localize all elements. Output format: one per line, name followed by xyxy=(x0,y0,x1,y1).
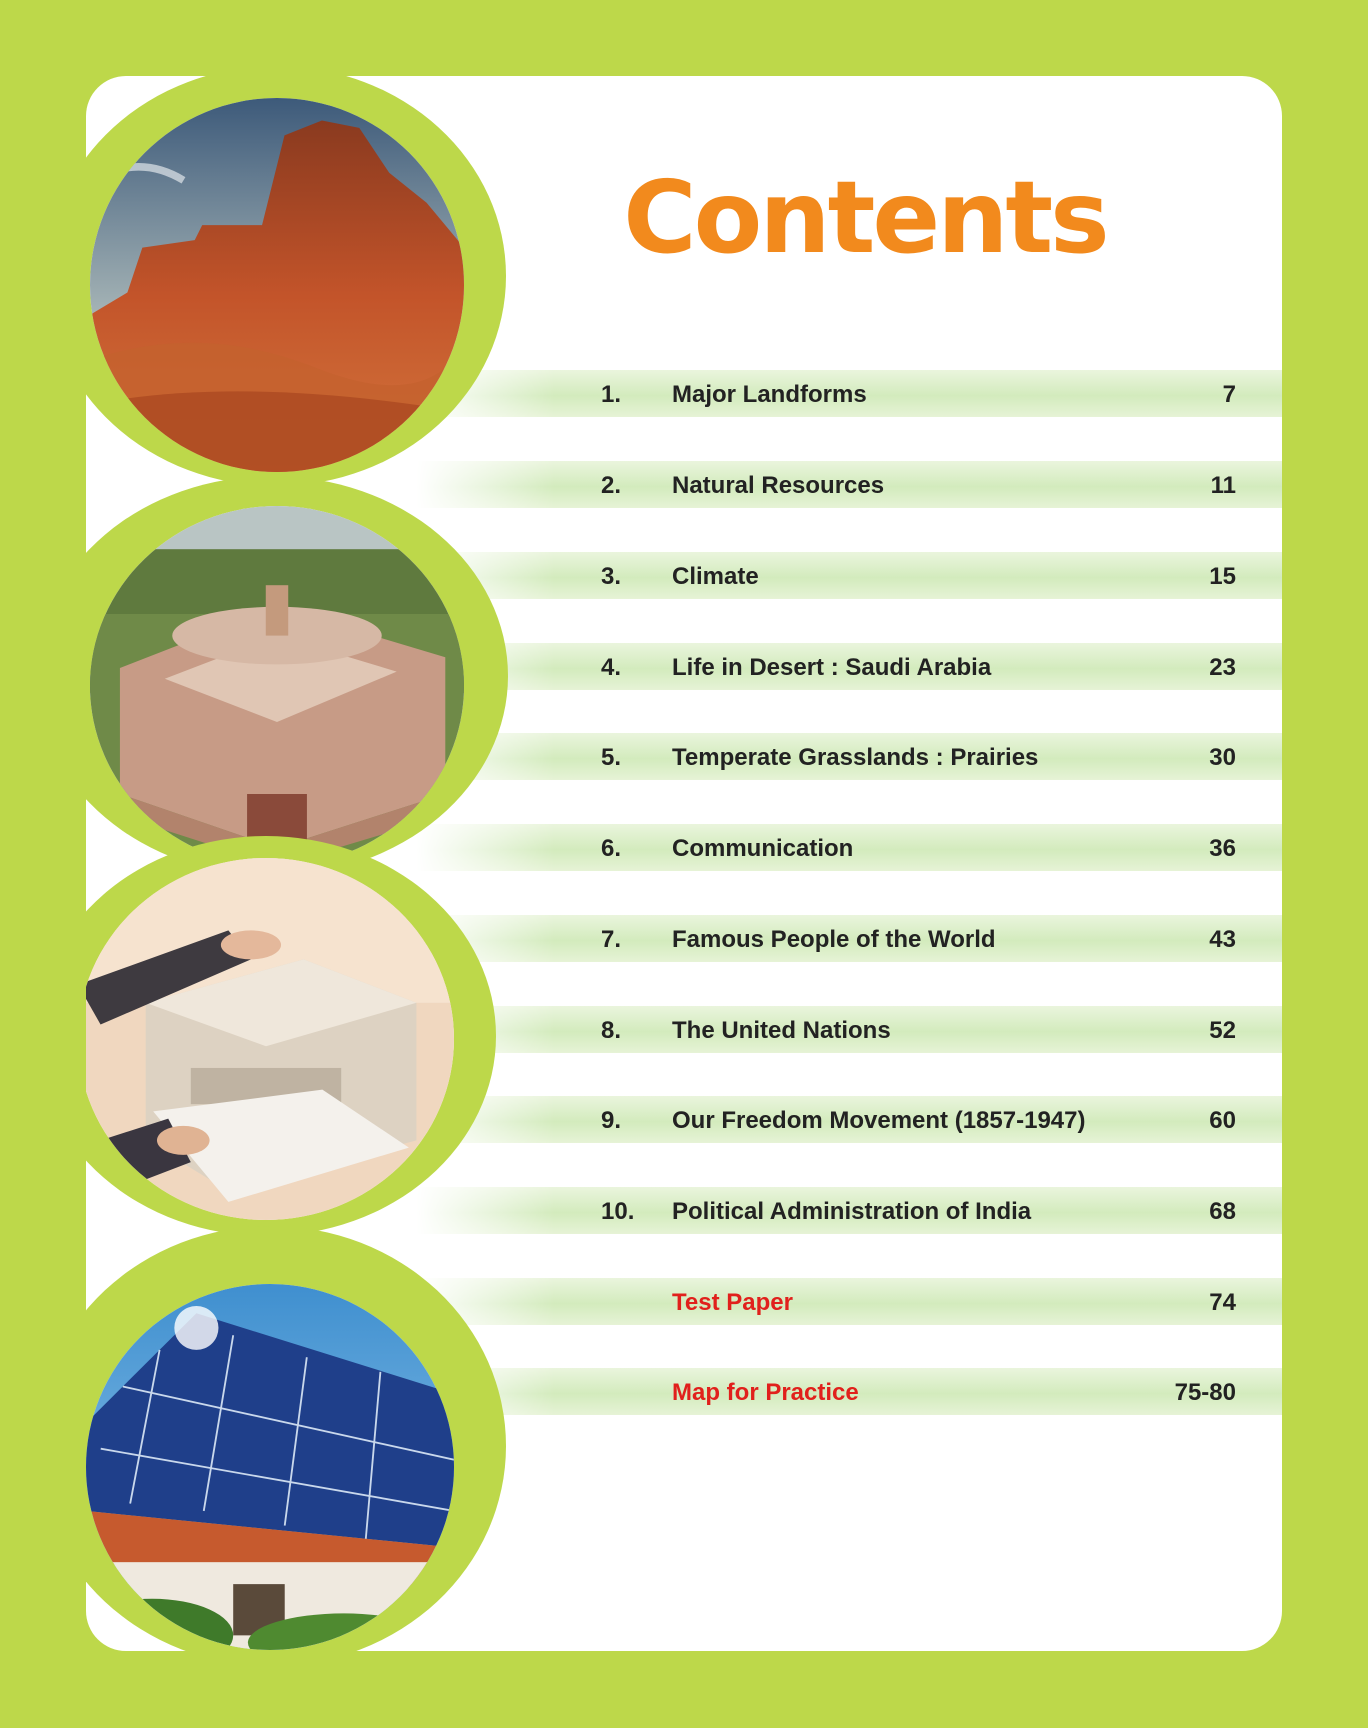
toc-entry-number: 8. xyxy=(601,1017,622,1044)
toc-entry[interactable] xyxy=(416,370,1282,417)
toc-entry-page: 52 xyxy=(1209,1017,1236,1044)
toc-entry-title: Life in Desert : Saudi Arabia xyxy=(672,654,992,681)
toc-entry[interactable] xyxy=(416,643,1282,690)
toc-entry-number: 7. xyxy=(601,926,622,953)
toc-entry-number: 4. xyxy=(601,654,622,681)
solar-panel-roof-image xyxy=(86,1284,454,1650)
toc-entry-number: 1. xyxy=(601,381,622,408)
contents-page xyxy=(86,76,1282,1651)
toc-entry-page: 30 xyxy=(1209,744,1236,771)
office-printer-image xyxy=(86,858,454,1220)
toc-entry[interactable] xyxy=(416,915,1282,962)
page-title: Contents xyxy=(623,159,1107,276)
toc-entry[interactable] xyxy=(416,1006,1282,1053)
toc-entry-page: 68 xyxy=(1209,1198,1236,1225)
toc-entry-page: 74 xyxy=(1209,1289,1236,1316)
toc-entry-title: Test Paper xyxy=(672,1289,793,1316)
toc-entry-title: Climate xyxy=(672,563,759,590)
toc-entry-number: 2. xyxy=(601,472,622,499)
toc-entry-title: Temperate Grasslands : Prairies xyxy=(672,744,1039,771)
toc-entry[interactable] xyxy=(416,824,1282,871)
desert-cliff-image xyxy=(90,98,464,472)
toc-entry[interactable] xyxy=(416,1096,1282,1143)
toc-entry[interactable] xyxy=(416,733,1282,780)
toc-entry-page: 43 xyxy=(1209,926,1236,953)
toc-entry-title: Major Landforms xyxy=(672,381,867,408)
parliament-building-image xyxy=(90,506,464,866)
toc-entry-page: 60 xyxy=(1209,1107,1236,1134)
toc-entry-page: 7 xyxy=(1222,381,1236,408)
toc-entry-title: Natural Resources xyxy=(672,472,885,499)
toc-entry-number: 9. xyxy=(601,1107,622,1134)
toc-entry-page: 75-80 xyxy=(1174,1379,1236,1406)
toc-entry-page: 23 xyxy=(1209,654,1236,681)
toc-entry-number: 10. xyxy=(601,1198,635,1225)
toc-entry-title: Political Administration of India xyxy=(672,1198,1032,1225)
toc-entry-page: 11 xyxy=(1210,472,1236,499)
toc-entry-title: Map for Practice xyxy=(672,1379,859,1406)
toc-entry-page: 15 xyxy=(1209,563,1236,590)
toc-entry-title: Our Freedom Movement (1857-1947) xyxy=(672,1107,1086,1134)
toc-entry-number: 3. xyxy=(601,563,622,590)
toc-entry-page: 36 xyxy=(1209,835,1236,862)
toc-entry[interactable] xyxy=(416,1368,1282,1415)
toc-entry[interactable] xyxy=(416,461,1282,508)
toc-entry-title: The United Nations xyxy=(672,1017,891,1044)
toc-entry-title: Famous People of the World xyxy=(672,926,996,953)
toc-entry-number: 6. xyxy=(601,835,622,862)
toc-entry[interactable] xyxy=(416,1278,1282,1325)
toc-entry-title: Communication xyxy=(672,835,854,862)
toc-entry[interactable] xyxy=(416,1187,1282,1234)
toc-entry-number: 5. xyxy=(601,744,622,771)
toc-entry[interactable] xyxy=(416,552,1282,599)
